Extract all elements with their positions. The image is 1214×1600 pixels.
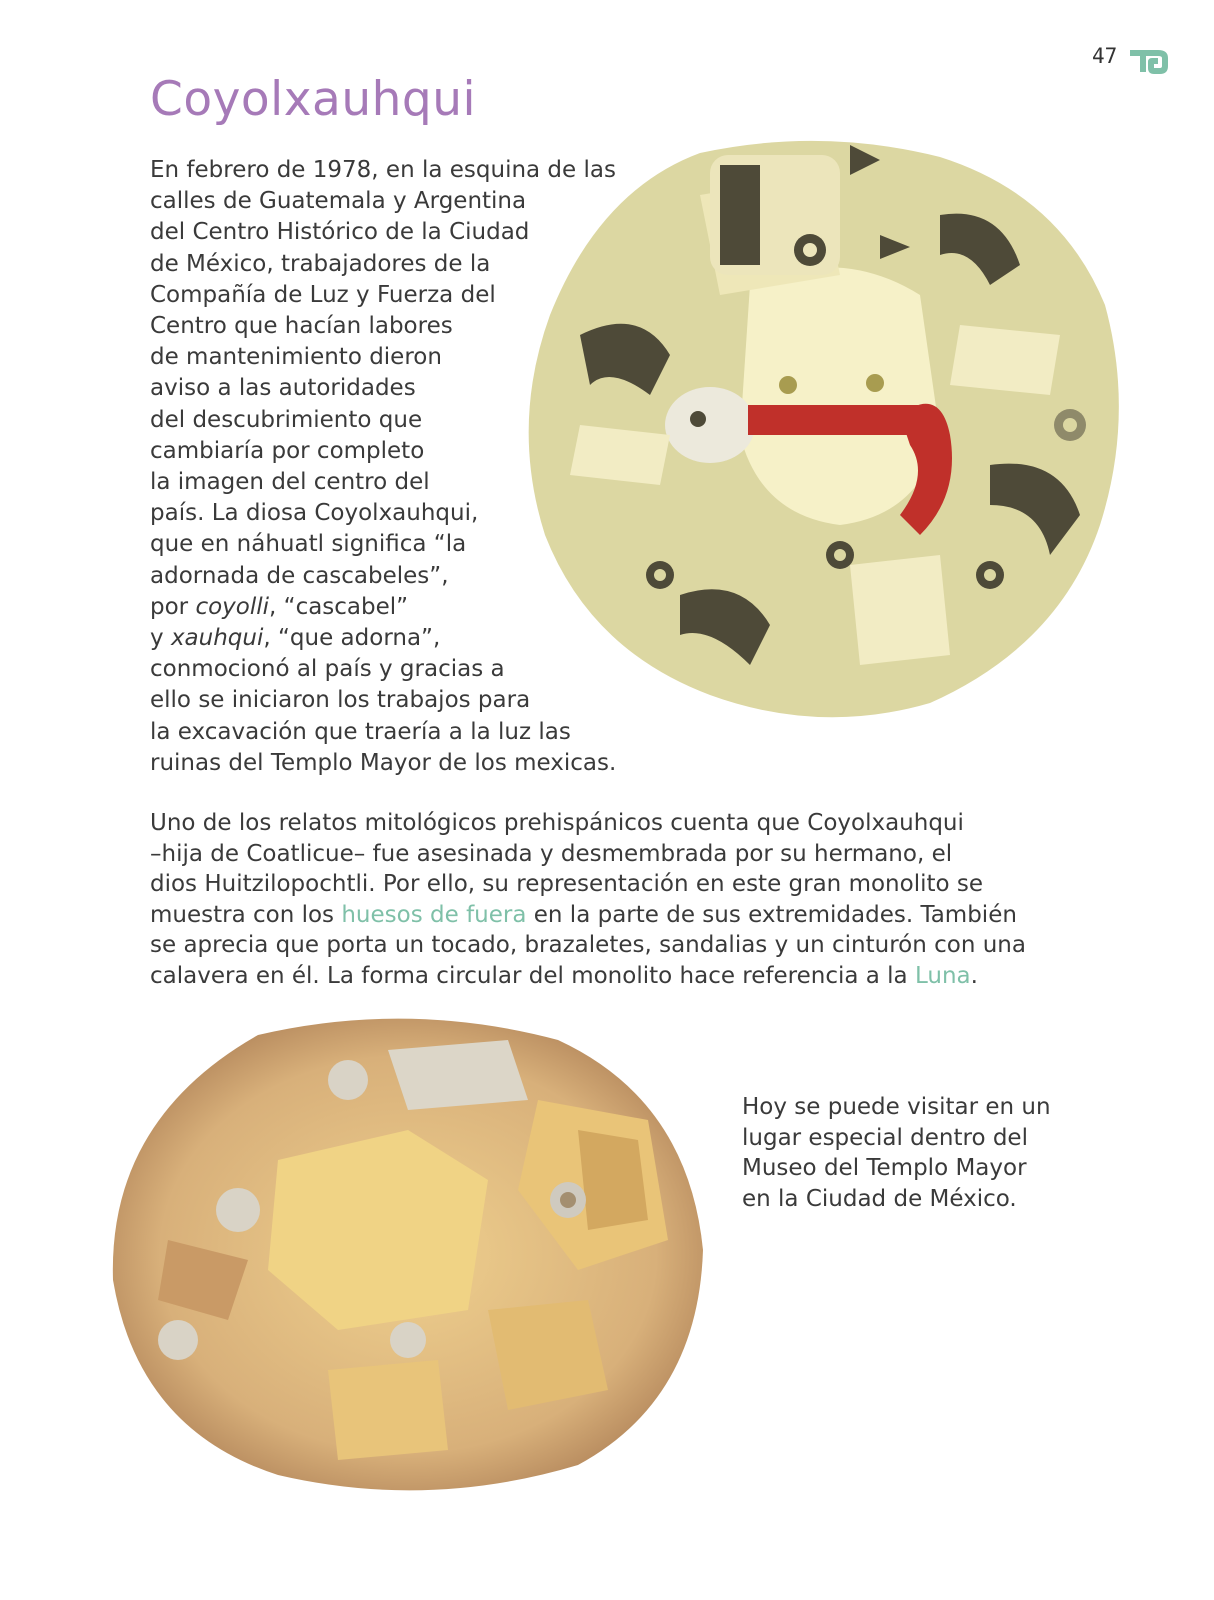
glossary-link-luna[interactable]: Luna — [914, 962, 971, 989]
text-line: ruinas del Templo Mayor de los mexicas. — [150, 749, 617, 776]
photo-caption — [742, 1092, 1142, 1214]
text-line: cambiaría por completo — [150, 437, 425, 464]
myth-paragraph — [150, 808, 1110, 991]
text-line: dios Huitzilopochtli. Por ello, su representación en este gran monolito se — [150, 871, 984, 897]
text-line: Centro que hacían labores — [150, 313, 453, 340]
text-fragment: muestra con los — [150, 901, 342, 928]
text-fragment: y — [150, 625, 171, 652]
text-line: la excavación que traería a la luz las — [150, 718, 571, 745]
glossary-link-huesos[interactable]: huesos de fuera — [341, 901, 527, 928]
text-line: país. La diosa Coyolxauhqui, — [150, 500, 479, 527]
monolith-photo — [108, 1010, 708, 1495]
caption-line: en la Ciudad de México. — [742, 1185, 1017, 1212]
caption-line: Museo del Templo Mayor — [742, 1155, 1027, 1181]
text-line — [150, 961, 1110, 992]
text-line: la imagen del centro del — [150, 469, 430, 496]
text-fragment: calavera en él. La forma circular del monolito hace referencia a la — [150, 962, 915, 989]
text-line: de México, trabajadores de la — [150, 250, 491, 277]
text-line: Compañía de Luz y Fuerza del — [150, 281, 496, 308]
caption-line: lugar especial dentro del — [742, 1124, 1028, 1151]
text-fragment: . — [970, 962, 978, 989]
text-line: calles de Guatemala y Argentina — [150, 188, 527, 215]
caption-line: Hoy se puede visitar en un — [742, 1094, 1051, 1120]
text-line: del Centro Histórico de la Ciudad — [150, 219, 530, 246]
text-line: En febrero de 1978, en la esquina de las — [150, 157, 616, 183]
page-title: Coyolxauhqui — [150, 72, 477, 127]
text-line: se aprecia que porta un tocado, brazaletes, sandalias y un cinturón con una — [150, 932, 1026, 958]
text-line: de mantenimiento dieron — [150, 344, 442, 371]
text-line — [150, 900, 1110, 931]
text-fragment: por — [150, 593, 196, 620]
page-number: 47 — [1092, 44, 1118, 68]
nahuatl-term-coyolli: coyolli — [195, 593, 270, 620]
text-line: conmocionó al país y gracias a — [150, 656, 505, 683]
coyolxauhqui-illustration — [520, 135, 1130, 725]
text-line: aviso a las autoridades — [150, 375, 416, 402]
text-line: del descubrimiento que — [150, 406, 423, 433]
text-line: ello se iniciaron los trabajos para — [150, 687, 531, 714]
text-fragment: en la parte de sus extremidades. También — [526, 901, 1017, 928]
text-line: Uno de los relatos mitológicos prehispánicos cuenta que Coyolxauhqui — [150, 810, 964, 836]
text-line: que en náhuatl significa “la — [150, 531, 467, 558]
nahuatl-term-xauhqui: xauhqui — [170, 625, 264, 652]
text-fragment: , “que adorna”, — [263, 625, 441, 652]
text-line: adornada de cascabeles”, — [150, 562, 449, 589]
text-fragment: , “cascabel” — [269, 593, 409, 620]
text-line: –hija de Coatlicue– fue asesinada y desmembrada por su hermano, el — [150, 840, 953, 867]
book-logo-icon — [1128, 44, 1172, 78]
